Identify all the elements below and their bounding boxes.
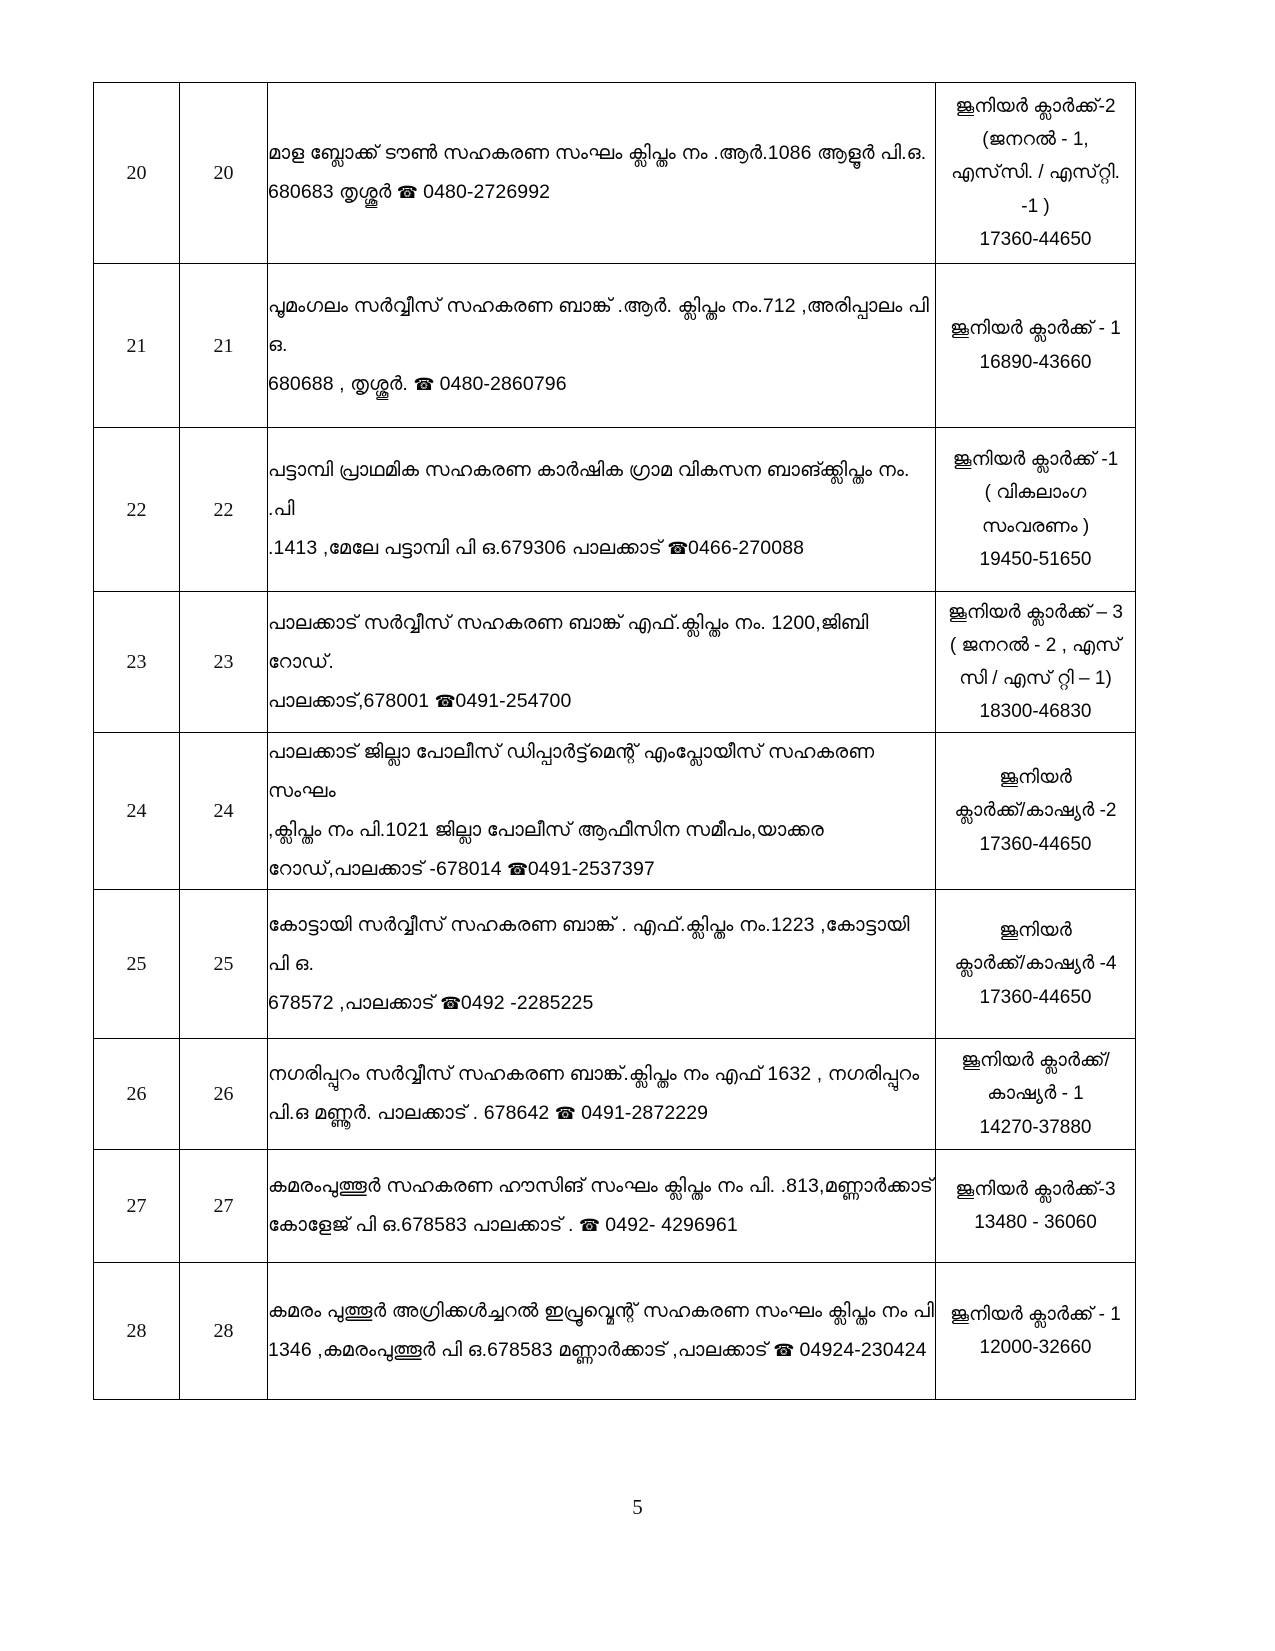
row-post-and-scale	[936, 1039, 1136, 1150]
society-address: .1413 ,മേലേ പട്ടാമ്പി പി ഒ.679306 പാലക്കാട്	[268, 537, 668, 559]
row-sl-no: 28	[94, 1263, 180, 1400]
society-line: കോട്ടായി സർവ്വീസ് സഹകരണ ബാങ്ക് . എഫ്.ക്ലിപ്തം നം.1223 ,കോട്ടായി പി ഒ.	[268, 913, 910, 975]
society-phone: 0480-2726992	[417, 181, 551, 203]
vacancy-table	[93, 82, 1136, 1400]
row-sl-no: 25	[94, 890, 180, 1039]
society-phone: 0492- 4296961	[599, 1214, 738, 1236]
row-post-and-scale	[936, 264, 1136, 428]
society-address: 1346 ,കമരംപുത്തൂർ പി ഒ.678583 മണ്ണാർക്കാട് ,പാലക്കാട്	[268, 1339, 774, 1361]
table-row	[94, 428, 1136, 592]
pay-scale: 17360-44650	[979, 986, 1092, 1008]
society-line	[268, 984, 935, 1023]
row-sr-no: 20	[180, 83, 268, 264]
post-line: ജൂനിയർ	[999, 767, 1072, 789]
row-society-details	[268, 264, 936, 428]
society-line: പട്ടാമ്പി പ്രാഥമിക സഹകരണ കാർഷിക ഗ്രാമ വികസന ബാങ്ക്ക്ലിപ്തം നം. .പി	[268, 459, 910, 520]
row-sl-no: 24	[94, 733, 180, 890]
society-address: 680683 തൃശ്ശൂർ	[268, 181, 397, 203]
telephone-icon: ☎	[434, 691, 456, 712]
row-society-details	[268, 1263, 936, 1400]
society-phone: 0491-2872229	[575, 1102, 709, 1124]
row-post-and-scale	[936, 83, 1136, 264]
society-line	[268, 529, 935, 568]
post-line: ജൂനിയർ ക്ലാർക്ക്/	[961, 1050, 1110, 1072]
row-society-details	[268, 1039, 936, 1150]
pay-scale: 12000-32660	[979, 1337, 1092, 1358]
table-row	[94, 264, 1136, 428]
post-line: ക്ലാർക്ക്/കാഷ്യർ -4	[954, 953, 1117, 975]
row-sl-no: 20	[94, 83, 180, 264]
society-address: 678572 ,പാലക്കാട്	[268, 991, 441, 1014]
table-row	[94, 1039, 1136, 1150]
pay-scale: 14270-37880	[979, 1116, 1092, 1138]
telephone-icon: ☎	[667, 539, 689, 559]
page-number: 5	[632, 1495, 643, 1519]
post-line: ജൂനിയർ ക്ലാർക്ക്-2	[955, 95, 1116, 117]
post-line: എസ്‌സി. / എസ്‌റ്റി.	[951, 162, 1120, 184]
telephone-icon: ☎	[554, 1104, 576, 1124]
row-sr-no: 22	[180, 428, 268, 592]
row-sl-no: 22	[94, 428, 180, 592]
post-line: -1 )	[1021, 195, 1050, 217]
pay-scale: 18300-46830	[979, 701, 1092, 723]
row-post-and-scale	[936, 592, 1136, 733]
society-line	[268, 1206, 935, 1245]
pay-scale: 16890-43660	[979, 351, 1092, 373]
society-address: പി.ഒ മണ്ണൂർ. പാലക്കാട് . 678642	[268, 1102, 555, 1124]
telephone-icon: ☎	[773, 1341, 795, 1361]
society-line	[268, 365, 935, 404]
society-line	[268, 682, 935, 721]
table-row	[94, 592, 1136, 733]
table-row	[94, 1150, 1136, 1263]
society-line: പാലക്കാട് ജില്ലാ പോലീസ് ഡിപ്പാർട്ട്‌മെന്റ് എംപ്ലോയീസ് സഹകരണ സംഘം	[268, 741, 875, 802]
society-address: 680688 , തൃശ്ശൂർ.	[268, 373, 414, 395]
society-phone: 04924-230424	[794, 1339, 927, 1361]
society-line	[268, 173, 935, 212]
post-line: സംവരണം )	[981, 515, 1090, 537]
row-sr-no: 21	[180, 264, 268, 428]
table-row	[94, 890, 1136, 1039]
post-line: ജൂനിയർ ക്ലാർക്ക് - 1	[950, 1303, 1121, 1325]
telephone-icon: ☎	[507, 860, 528, 880]
society-phone: 0491-2537397	[527, 858, 655, 880]
society-line: ,ക്ലിപ്തം നം പി.1021 ജില്ലാ പോലീസ് ആഫീസിന സമീപം,യാക്കര	[268, 819, 824, 841]
society-phone: 0492 -2285225	[460, 991, 594, 1014]
row-sr-no: 26	[180, 1039, 268, 1150]
post-line: ക്ലാർക്ക്/കാഷ്യർ -2	[954, 800, 1117, 822]
post-line: ( വികലാംഗ	[984, 482, 1087, 504]
post-line: ( ജനറൽ - 2 , എസ്	[949, 634, 1122, 656]
vacancy-table-container	[93, 82, 1135, 1400]
row-sr-no: 24	[180, 733, 268, 890]
society-line: കമരംപുത്തൂർ സഹകരണ ഹൗസിങ് സംഘം ക്ലിപ്തം നം പി. .813,മണ്ണാർക്കാട്	[268, 1175, 934, 1197]
society-line: നഗരിപ്പുറം സർവ്വീസ് സഹകരണ ബാങ്ക്.ക്ലിപ്തം നം എഫ് 1632 , നഗരിപ്പുറം	[268, 1063, 920, 1085]
row-society-details	[268, 592, 936, 733]
row-society-details	[268, 1150, 936, 1263]
row-post-and-scale	[936, 428, 1136, 592]
society-phone: 0466-270088	[688, 537, 805, 559]
row-post-and-scale	[936, 733, 1136, 890]
post-line: ജൂനിയർ ക്ലാർക്ക് -1	[952, 449, 1119, 470]
telephone-icon: ☎	[396, 183, 418, 203]
row-sr-no: 27	[180, 1150, 268, 1263]
pay-scale: 19450-51650	[979, 548, 1092, 570]
post-line: ജൂനിയർ ക്ലാർക്ക് – 3	[948, 601, 1123, 623]
row-sl-no: 23	[94, 592, 180, 733]
post-line: കാഷ്യർ - 1	[987, 1083, 1084, 1105]
row-society-details	[268, 428, 936, 592]
row-post-and-scale	[936, 1263, 1136, 1400]
row-post-and-scale	[936, 890, 1136, 1039]
table-row	[94, 83, 1136, 264]
society-line: പാലക്കാട് സർവ്വീസ് സഹകരണ ബാങ്ക് എഫ്.ക്ലിപ്തം നം. 1200,ജിബി റോഡ്.	[268, 611, 869, 673]
post-line: ജൂനിയർ ക്ലാർക്ക് - 1	[950, 318, 1121, 340]
society-address: പാലക്കാട്,678001	[268, 689, 435, 712]
row-sr-no: 25	[180, 890, 268, 1039]
row-society-details	[268, 890, 936, 1039]
row-post-and-scale	[936, 1150, 1136, 1263]
row-sl-no: 21	[94, 264, 180, 428]
society-address: റോഡ്,പാലക്കാട് -678014	[268, 858, 508, 880]
table-body	[94, 83, 1136, 1400]
row-society-details	[268, 733, 936, 890]
society-line: മാള ബ്ലോക്ക് ടൗൺ സഹകരണ സംഘം ക്ലിപ്തം നം .ആർ.1086 ആളൂർ പി.ഒ.	[268, 142, 927, 164]
pay-scale: 17360-44650	[979, 228, 1092, 250]
row-sl-no: 26	[94, 1039, 180, 1150]
row-sr-no: 23	[180, 592, 268, 733]
society-line: പൂമംഗലം സർവ്വീസ് സഹകരണ ബാങ്ക് .ആർ. ക്ലിപ്തം നം.712 ,അരിപ്പാലം പി ഒ.	[268, 295, 929, 356]
society-line: കമരം പുത്തൂർ അഗ്രിക്കൾച്ചറൽ ഇപ്രൂവ്മെന്റ് സഹകരണ സംഘം ക്ലിപ്തം നം പി	[268, 1300, 934, 1322]
society-phone: 0480-2860796	[434, 373, 567, 395]
post-line: ജൂനിയർ ക്ലാർക്ക്-3	[955, 1178, 1116, 1200]
post-line: (ജനറൽ - 1,	[982, 129, 1089, 151]
society-line	[268, 850, 935, 889]
society-phone: 0491-254700	[455, 689, 572, 712]
telephone-icon: ☎	[413, 375, 435, 395]
row-sr-no: 28	[180, 1263, 268, 1400]
telephone-icon: ☎	[579, 1216, 600, 1236]
society-line	[268, 1331, 935, 1370]
post-line: ജൂനിയർ	[999, 920, 1072, 942]
row-sl-no: 27	[94, 1150, 180, 1263]
table-row	[94, 1263, 1136, 1400]
society-address: കോളേജ് പി ഒ.678583 പാലക്കാട് .	[268, 1214, 580, 1236]
pay-scale: 17360-44650	[979, 833, 1092, 855]
pay-scale: 13480 - 36060	[974, 1212, 1097, 1233]
row-society-details	[268, 83, 936, 264]
table-row	[94, 733, 1136, 890]
society-line	[268, 1094, 935, 1133]
telephone-icon: ☎	[440, 993, 461, 1014]
post-line: സി / എസ് റ്റി – 1)	[959, 668, 1112, 689]
